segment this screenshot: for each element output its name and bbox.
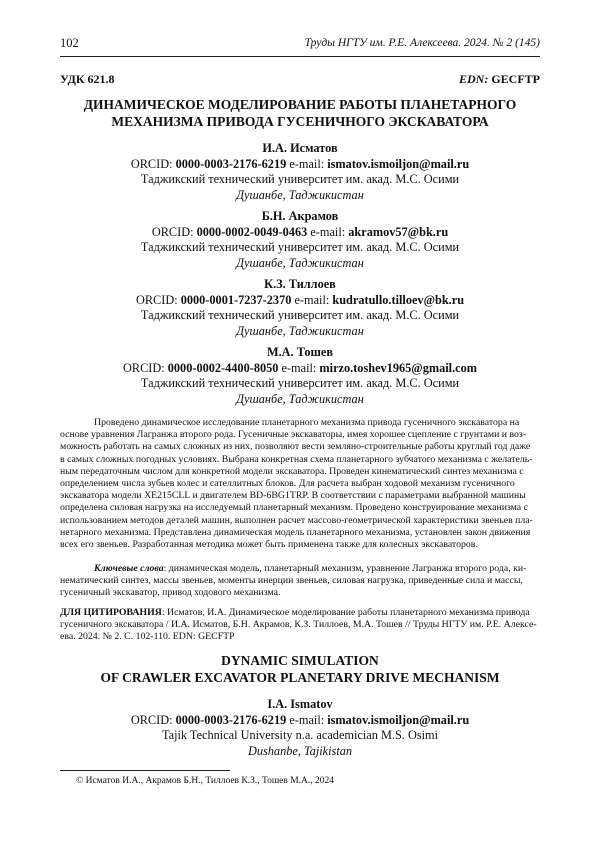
keywords-label: Ключевые слова [94,563,164,574]
abstract-line: основе уравнения Лагранжа второго рода. Гусеничные экскаваторы, имея хорошее сцепление с грунтами и воз- [60,429,527,441]
email-label: e-mail: [289,712,325,727]
author-block [60,209,540,271]
abstract-line: Проведено динамическое исследование планетарного механизма привода гусеничного экскаватора на [94,417,520,428]
title-russian [60,96,540,130]
abstract [60,417,540,551]
email-address: ismatov.ismoiljon@mail.ru [327,156,470,171]
author-name: I.A. Ismatov [267,697,333,711]
abstract-line: экскаватора модели XE215CLL и двигателем BD-6BG1TRP. В соответствии с параметрами выбранной машины [60,490,526,502]
citation [60,607,540,644]
author-city: Dushanbe, Tajikistan [247,743,353,758]
author-city: Душанбе, Таджикистан [236,187,364,202]
email-label: e-mail: [281,360,317,375]
email-label: e-mail: [310,224,346,239]
keywords-line: нематический синтез, массы звеньев, моменты инерции звеньев, силовая нагрузка, приведенные сила и массы, [60,575,523,587]
author-affiliation: Таджикский технический университет им. акад. М.С. Осими [140,376,460,390]
edn-label: EDN: [458,72,489,86]
author-block [60,277,540,339]
author-contacts [60,157,540,173]
author-affiliation: Таджикский технический университет им. акад. М.С. Осими [140,308,460,322]
email-address: ismatov.ismoiljon@mail.ru [327,712,470,727]
author-name: К.З. Тиллоев [264,277,336,291]
orcid-label: ORCID: [122,360,165,375]
keywords [60,563,540,600]
page-number: 102 [60,36,79,50]
abstract-line: ным передаточным числом для конкретной модели экскаватора. Проведен кинематический синтез механизма с [60,465,524,477]
orcid-label: ORCID: [130,712,173,727]
keywords-line [60,563,540,575]
author-contacts [60,713,540,729]
orcid-label: ORCID: [151,224,194,239]
running-header [60,36,540,56]
author-city: Душанбе, Таджикистан [236,255,364,270]
email-address: kudratullo.tilloev@bk.ru [332,292,465,307]
title-line: МЕХАНИЗМА ПРИВОДА ГУСЕНИЧНОГО ЭКСКАВАТОРА [111,114,489,129]
title-line: DYNAMIC SIMULATION [221,653,379,668]
email-label: e-mail: [294,292,330,307]
email-address: mirzo.toshev1965@gmail.com [319,360,478,375]
orcid-id: 0000-0002-4400-8050 [167,360,279,375]
copyright-notice: © Исматов И.А., Акрамов Б.Н., Тиллоев К.З., Тошев М.А., 2024 [76,776,335,786]
title-english [60,652,540,686]
citation-line: гусеничного экскаватора / И.А. Исматов, Б.Н. Акрамов, К.З. Тиллоев, М.А. Тошев // Труды НГТУ им. Р.Е. Алексе- [60,619,537,631]
abstract-line: нетарного механизма. Представлена динамическая модель планетарного механизма, установлен закон движения [60,526,531,538]
citation-text: : Исматов, И.А. Динамическое моделирование работы планетарного механизма привода [161,607,530,618]
orcid-label: ORCID: [135,292,178,307]
author-contacts [60,225,540,241]
abstract-line: в самых сложных погодных условиях. Выбрана конкретная схема планетарного зубчатого механизма с желатель- [60,453,533,465]
keywords-text: : динамическая модель, планетарный механизм, уравнение Лагранжа второго рода, ки- [163,563,527,574]
abstract-line: можность работать на самых сложных из них, позволяют вести земляно-строительные работы круглый год даже [60,441,531,453]
author-block-english [60,697,540,759]
author-block [60,345,540,407]
citation-label: ДЛЯ ЦИТИРОВАНИЯ [60,607,162,618]
citation-line: ева. 2024. № 2. С. 102-110. EDN: GECFTP [60,631,235,643]
edn-code [459,72,540,87]
abstract-line: определением числа зубьев колес и сателлитных блоков. Для расчета выбран ходовой механизм гусеничного [60,478,515,490]
title-line: OF CRAWLER EXCAVATOR PLANETARY DRIVE MECHANISM [100,670,500,685]
abstract-line: всех его звеньев. Разработанная методика может быть применена также для колесных экскаваторов. [60,539,478,551]
orcid-id: 0000-0003-2176-6219 [175,156,287,171]
author-city: Душанбе, Таджикистан [236,323,364,338]
author-affiliation: Таджикский технический университет им. акад. М.С. Осими [140,172,460,186]
citation-line [60,607,540,619]
author-contacts [60,293,540,309]
edn-value: GECFTP [491,72,540,86]
author-contacts [60,361,540,377]
orcid-id: 0000-0001-7237-2370 [180,292,292,307]
title-line: ДИНАМИЧЕСКОЕ МОДЕЛИРОВАНИЕ РАБОТЫ ПЛАНЕТАРНОГО [83,97,517,112]
author-block [60,141,540,203]
header-divider [60,56,540,57]
orcid-id: 0000-0003-2176-6219 [175,712,287,727]
email-address: akramov57@bk.ru [348,224,449,239]
author-affiliation: Таджикский технический университет им. акад. М.С. Осими [140,240,460,254]
keywords-line: гусеничный экскаватор, привод ходового механизма. [60,587,281,599]
author-affiliation: Tajik Technical University n.a. academician M.S. Osimi [161,728,439,742]
author-name: И.А. Исматов [262,141,338,155]
author-city: Душанбе, Таджикистан [236,391,364,406]
udk-code: УДК 621.8 [60,72,115,86]
orcid-id: 0000-0002-0049-0463 [196,224,308,239]
abstract-line: использованием методов деталей машин, выполнен расчет массово-геометрической характеристики звеньев пла- [60,514,533,526]
email-label: e-mail: [289,156,325,171]
journal-name: Труды НГТУ им. Р.Е. Алексеева. 2024. № 2 (145) [304,37,540,49]
abstract-line: определена силовая нагрузка на исследуемый планетарный механизм. Проведено конструирование механизма с [60,502,528,514]
author-name: М.А. Тошев [267,345,333,359]
orcid-label: ORCID: [130,156,173,171]
author-name: Б.Н. Акрамов [261,209,339,223]
footnote-divider [60,770,230,771]
